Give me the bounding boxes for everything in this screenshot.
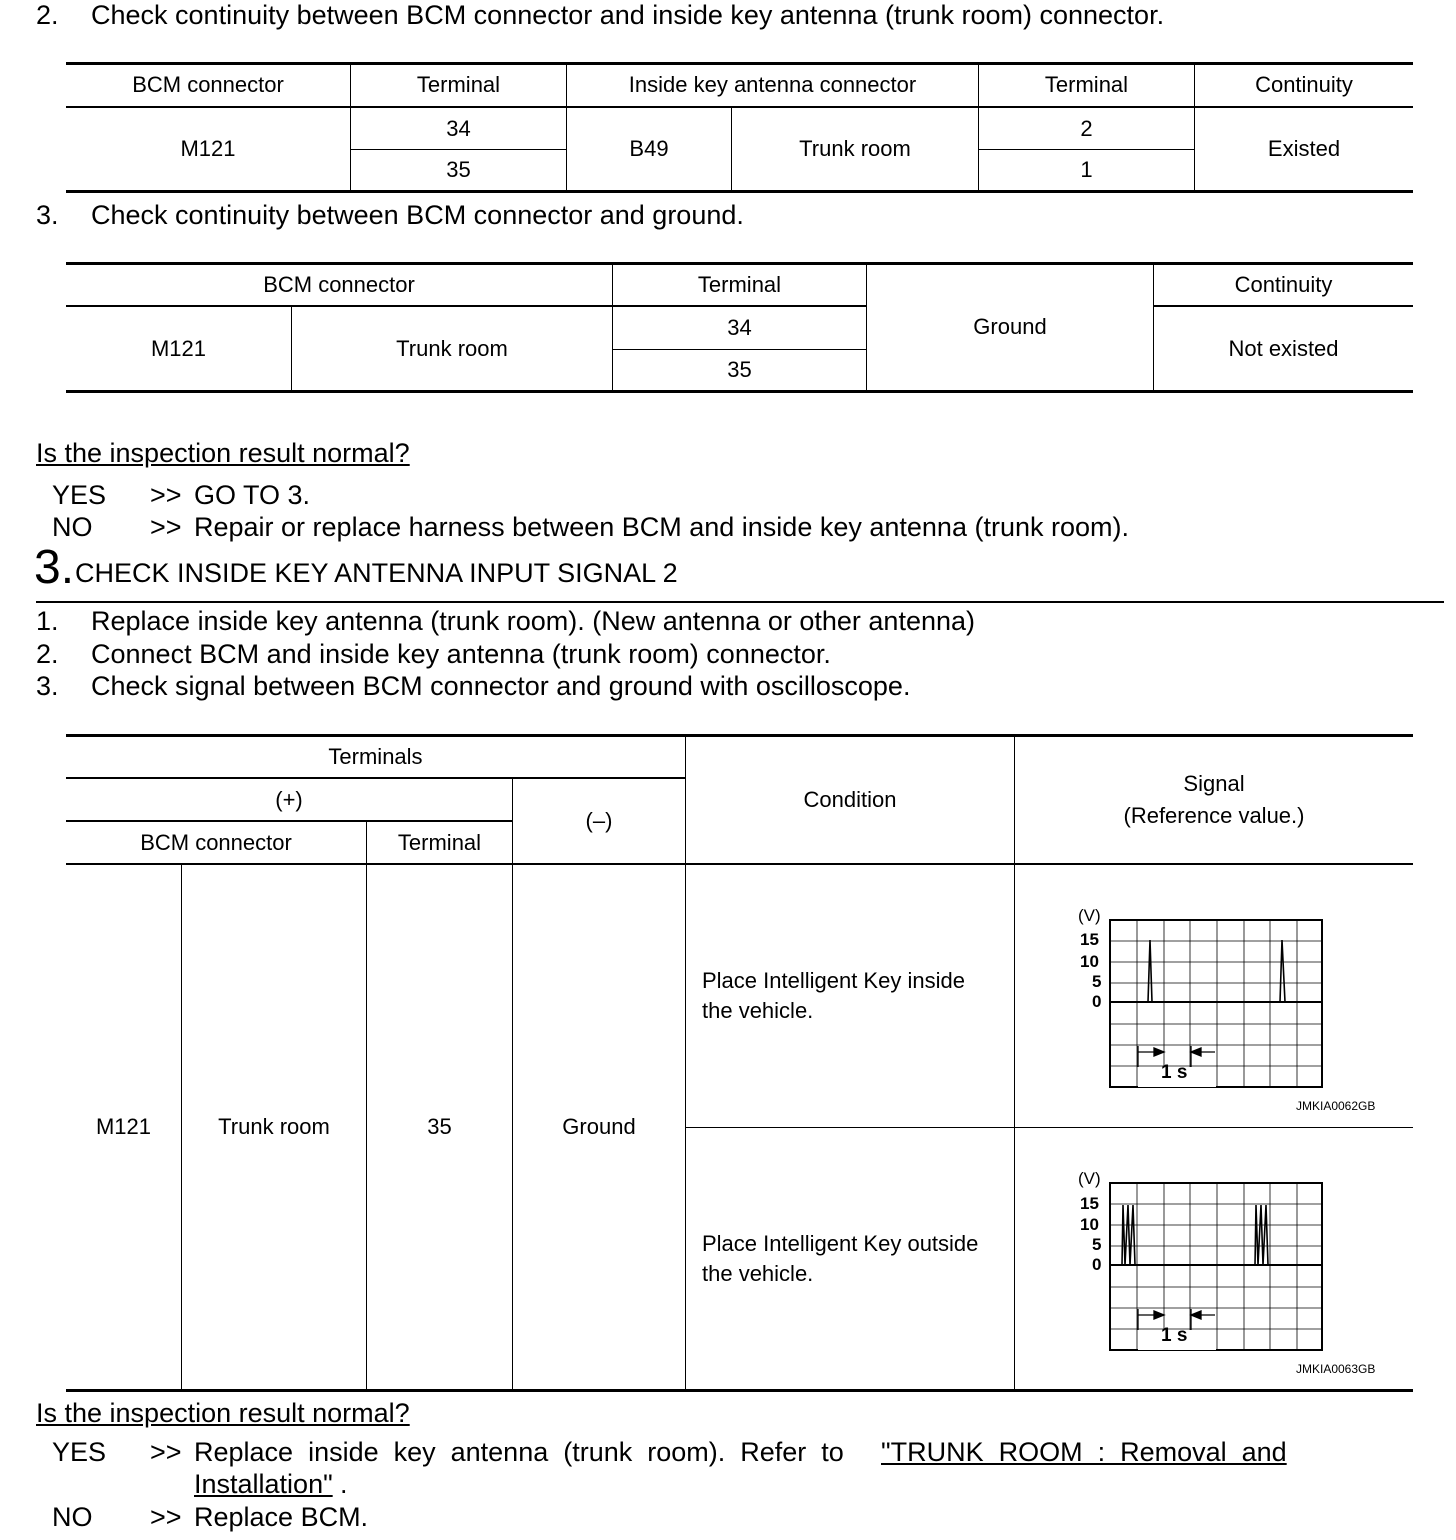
- scope-grid: [1110, 920, 1322, 1087]
- step-text: Check signal between BCM connector and ground with oscilloscope.: [91, 671, 911, 701]
- minus-value: Ground: [562, 1114, 636, 1139]
- scope-tick: 0: [1092, 992, 1102, 1011]
- oscilloscope-waveform-outside: [1070, 1168, 1330, 1358]
- header-terminal: Terminal: [416, 72, 501, 97]
- header-terminals: Terminals: [328, 743, 423, 769]
- scope-tick: 5: [1092, 1235, 1102, 1254]
- header-bcm-connector: BCM connector: [263, 271, 415, 297]
- header-continuity: Continuity: [1255, 72, 1353, 97]
- header-antenna-connector: Inside key antenna connector: [628, 72, 917, 97]
- section-divider: [36, 601, 1444, 603]
- bcm-terminal-value: 34: [446, 115, 471, 141]
- figure-code: JMKIA0063GB: [1296, 1362, 1376, 1376]
- answer-no-text: Repair or replace harness between BCM and inside key antenna (trunk room).: [194, 512, 1129, 542]
- continuity-value: Existed: [1267, 136, 1341, 161]
- step-number: 2.: [36, 0, 59, 30]
- antenna-location-value: Trunk room: [799, 136, 911, 161]
- answer-arrow: >>: [150, 1437, 182, 1467]
- condition-line: the vehicle.: [702, 998, 814, 1023]
- terminal-value: 35: [427, 1114, 452, 1139]
- scope-tick: 15: [1080, 1194, 1099, 1213]
- condition-line: Place Intelligent Key outside: [702, 1231, 979, 1256]
- header-condition: Condition: [803, 786, 897, 812]
- header-signal-subtitle: (Reference value.): [1123, 802, 1305, 828]
- answer-yes-label: YES: [52, 1437, 107, 1467]
- ground-value: Ground: [973, 314, 1047, 339]
- antenna-terminal-value: 1: [1080, 157, 1093, 182]
- inspection-question: Is the inspection result normal?: [36, 438, 410, 468]
- condition-inside: [702, 966, 965, 1026]
- answer-yes-text: GO TO 3.: [194, 480, 311, 510]
- scope-unit-label: (V): [1078, 906, 1101, 925]
- answer-yes-text: Replace inside key antenna (trunk room). Refer to: [194, 1437, 844, 1467]
- answer-yes-text-end: .: [340, 1469, 348, 1499]
- scope-tick: 10: [1080, 952, 1099, 971]
- header-plus: (+): [275, 786, 303, 812]
- answer-arrow: >>: [150, 480, 182, 510]
- oscilloscope-waveform-inside: [1070, 905, 1330, 1095]
- header-terminal: Terminal: [397, 829, 482, 855]
- terminal-value: 34: [727, 315, 752, 340]
- step-number: 1.: [36, 606, 59, 636]
- section-title: CHECK INSIDE KEY ANTENNA INPUT SIGNAL 2: [75, 558, 678, 588]
- bcm-connector-value: M121: [150, 335, 207, 361]
- antenna-connector-value: B49: [629, 136, 669, 161]
- bcm-connector-value: M121: [180, 136, 236, 161]
- step-number: 3.: [36, 671, 59, 701]
- condition-line: Place Intelligent Key inside: [702, 968, 965, 993]
- answer-arrow: >>: [150, 1502, 182, 1532]
- condition-outside: [702, 1229, 978, 1289]
- header-terminal: Terminal: [697, 271, 782, 297]
- step-text: Check continuity between BCM connector and ground.: [91, 200, 744, 230]
- answer-yes-label: YES: [52, 480, 107, 510]
- header-terminal: Terminal: [1044, 72, 1129, 97]
- header-minus: (–): [585, 808, 613, 833]
- step-number: 3.: [36, 200, 59, 230]
- location-value: Trunk room: [396, 335, 508, 361]
- scope-tick: 5: [1092, 972, 1102, 991]
- location-value: Trunk room: [218, 1114, 330, 1139]
- answer-no-label: NO: [52, 1502, 93, 1532]
- header-bcm-connector: BCM connector: [132, 72, 284, 97]
- inspection-question: Is the inspection result normal?: [36, 1398, 410, 1428]
- section-number: 3.: [34, 541, 75, 594]
- removal-installation-link[interactable]: Installation": [194, 1469, 333, 1499]
- removal-installation-link[interactable]: "TRUNK ROOM : Removal and: [881, 1437, 1287, 1467]
- scope-tick: 0: [1092, 1255, 1102, 1274]
- header-signal-title: Signal: [1183, 770, 1245, 796]
- step-number: 2.: [36, 639, 59, 669]
- condition-line: the vehicle.: [702, 1261, 814, 1286]
- scope-unit-label: (V): [1078, 1169, 1101, 1188]
- answer-arrow: >>: [150, 512, 182, 542]
- step-text: Check continuity between BCM connector and inside key antenna (trunk room) connector.: [91, 0, 1165, 30]
- scope-tick: 15: [1080, 930, 1099, 949]
- figure-code: JMKIA0062GB: [1296, 1099, 1376, 1113]
- scope-time-label: 1 s: [1161, 1062, 1188, 1083]
- step-text: Connect BCM and inside key antenna (trunk room) connector.: [91, 639, 831, 669]
- terminal-value: 35: [727, 357, 752, 382]
- header-continuity: Continuity: [1234, 271, 1333, 297]
- header-signal: [1015, 736, 1413, 863]
- scope-time-label: 1 s: [1161, 1325, 1188, 1346]
- scope-tick: 10: [1080, 1215, 1099, 1234]
- answer-no-text: Replace BCM.: [194, 1502, 369, 1532]
- continuity-value: Not existed: [1228, 335, 1339, 361]
- scope-grid: [1110, 1183, 1322, 1350]
- bcm-terminal-value: 35: [446, 157, 471, 182]
- header-bcm-connector: BCM connector: [140, 829, 292, 855]
- step-text: Replace inside key antenna (trunk room). (New antenna or other antenna): [91, 606, 975, 636]
- answer-no-label: NO: [52, 512, 93, 542]
- antenna-terminal-value: 2: [1080, 115, 1093, 141]
- bcm-connector-value: M121: [95, 1114, 152, 1139]
